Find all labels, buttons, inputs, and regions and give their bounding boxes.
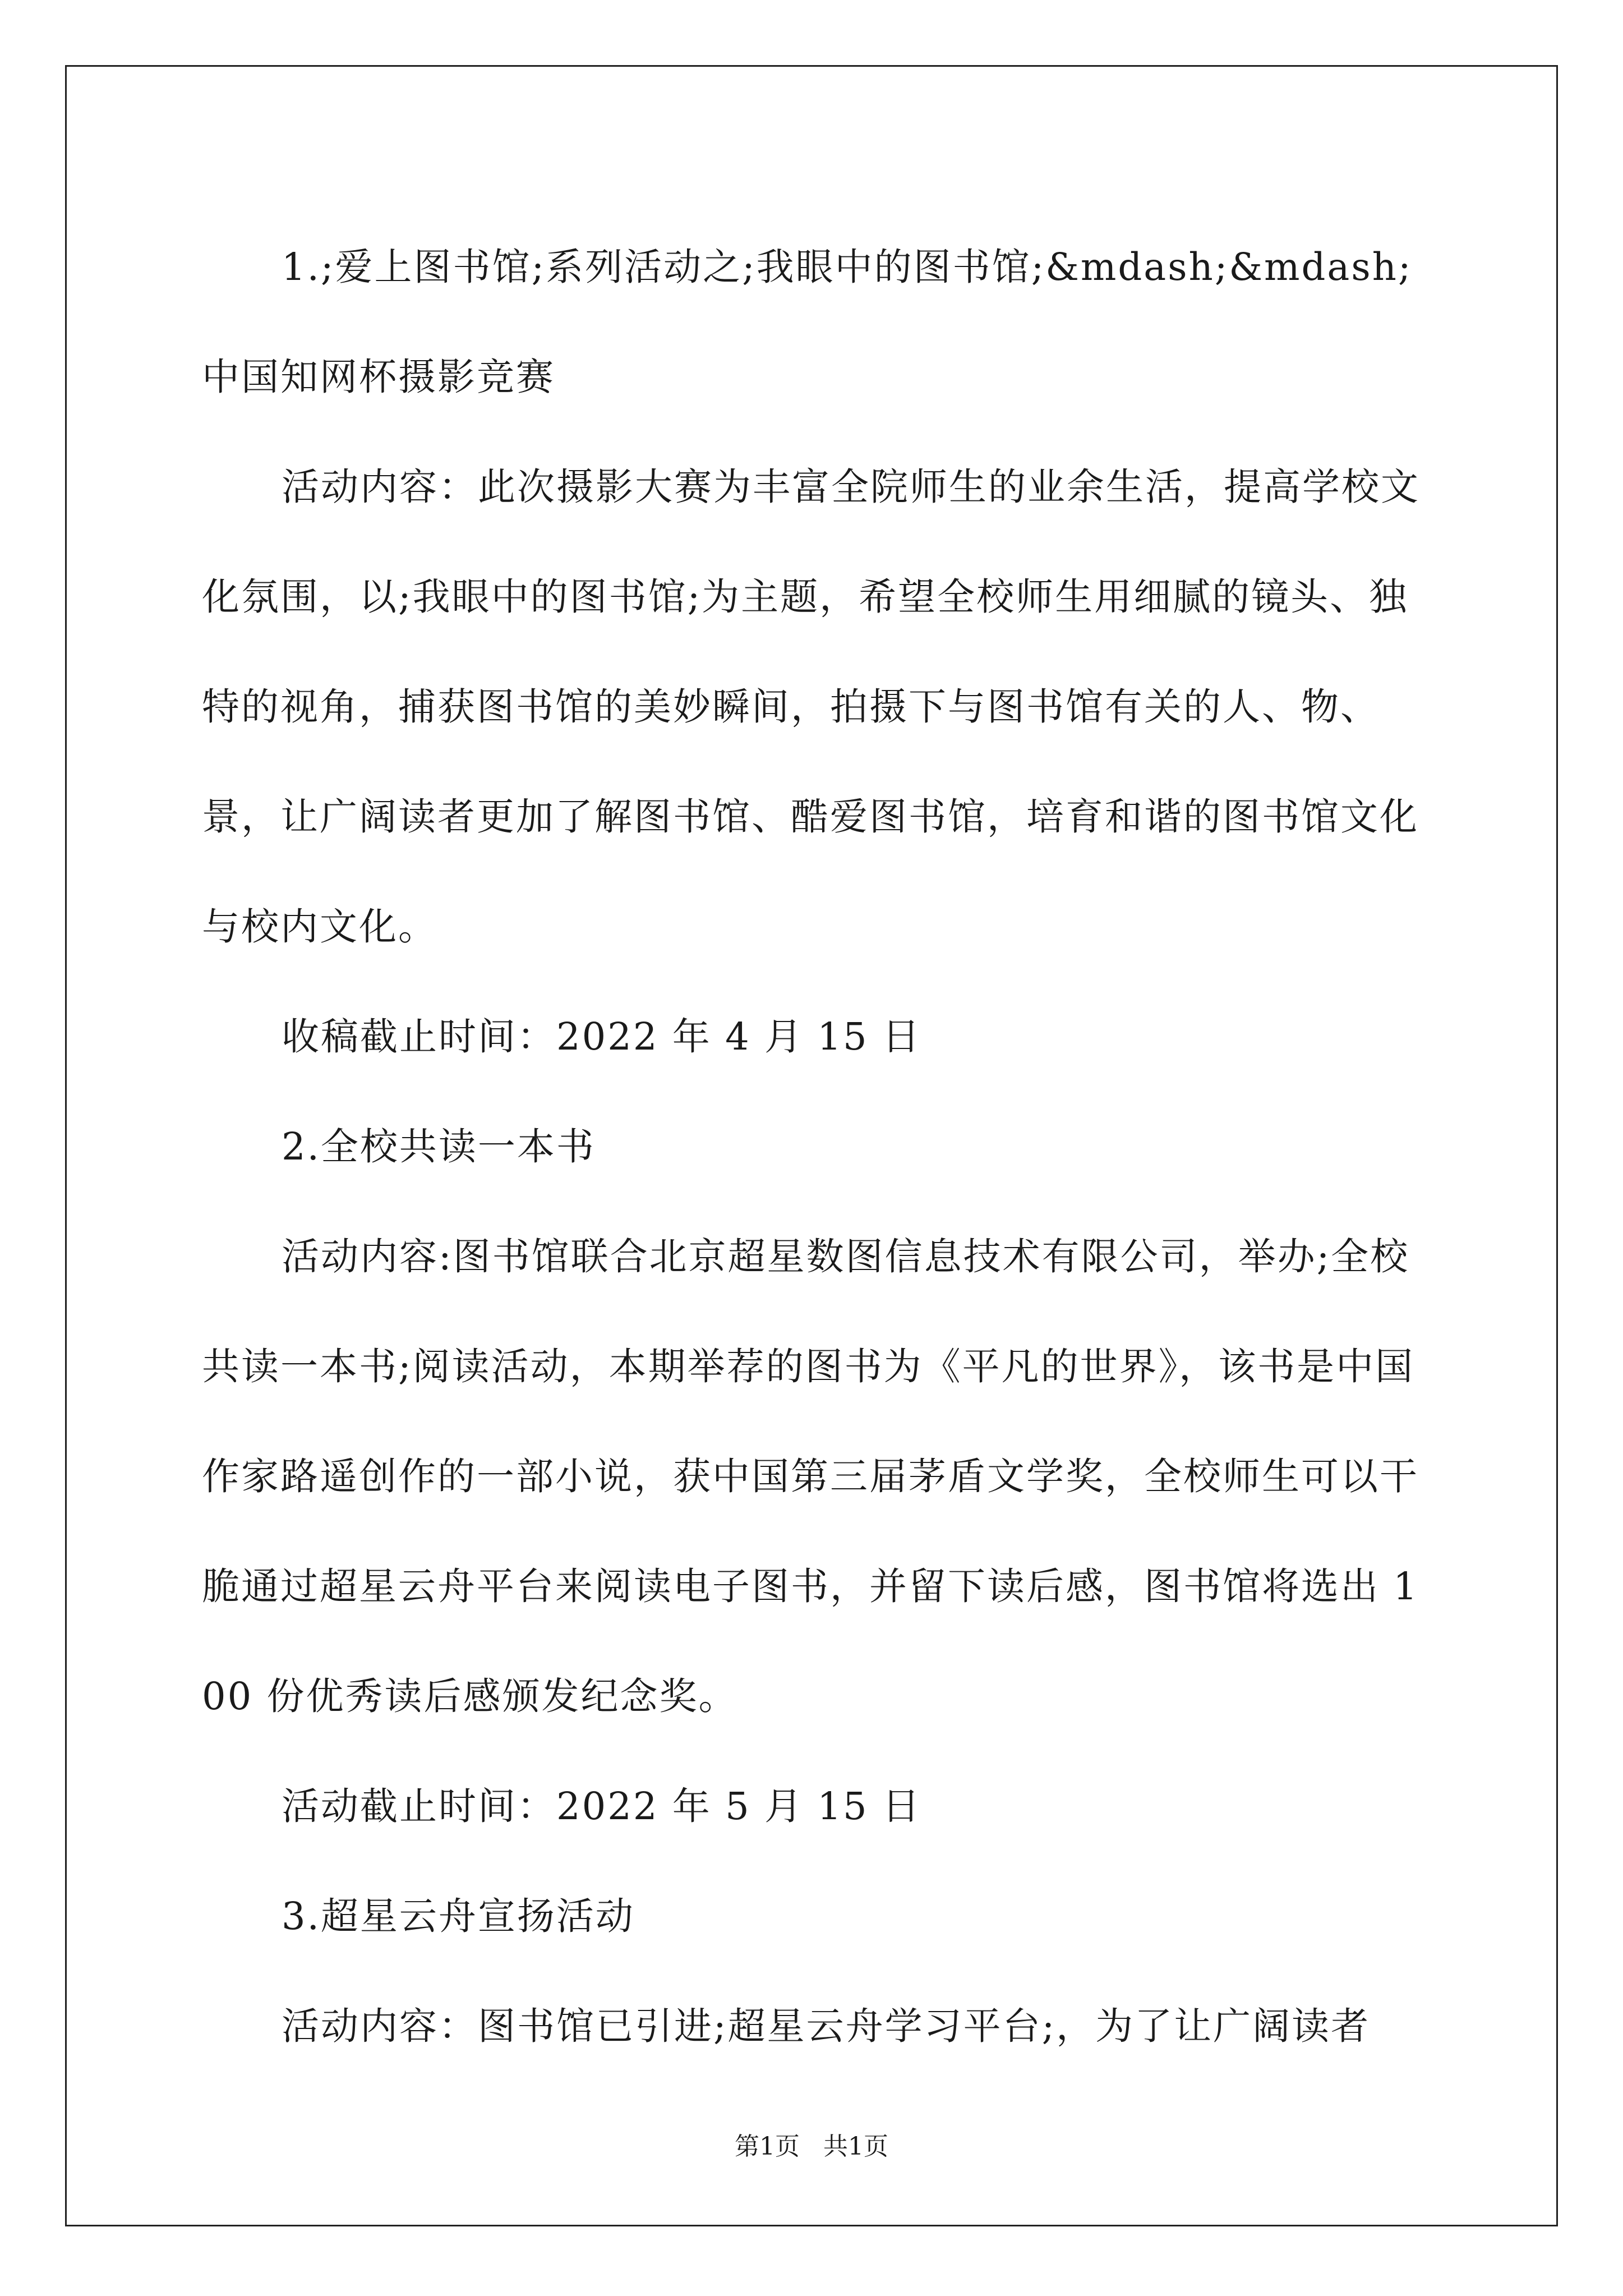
paragraph-6-deadline: 活动截止时间：2022 年 5 月 15 日 [282, 1784, 921, 1828]
paragraph-8-content: 活动内容：图书馆已引进;超星云舟学习平台;，为了让广阔读者 [282, 2004, 1371, 2048]
paragraph-3-deadline: 收稿截止时间：2022 年 4 月 15 日 [282, 1015, 921, 1059]
paragraph-7-title: 3.超星云舟宣扬活动 [282, 1894, 635, 1938]
paragraph-1-title: 1.;爱上图书馆;系列活动之;我眼中的图书馆;&mdash;&mdash;中国知网杯摄影竞赛 [202, 245, 1413, 399]
document-body [202, 212, 1424, 2081]
page-footer: 第1页 共1页 [735, 2132, 888, 2161]
paragraph-5-content: 活动内容:图书馆联合北京超星数图信息技术有限公司，举办;全校共读一本书;阅读活动，本期举荐的图书为《平凡的世界》，该书是中国作家路遥创作的一部小说，获中国第三届茅盾文学奖，全校师生可以干脆通过超星云舟平台来阅读电子图书，并留下读后感，图书馆将选出 100 份优秀读后感颁发纪念奖。 [202, 1235, 1419, 1718]
paragraph-4-title: 2.全校共读一本书 [282, 1125, 596, 1168]
paragraph-2-content: 活动内容：此次摄影大赛为丰富全院师生的业余生活，提高学校文化氛围，以;我眼中的图书馆;为主题，希望全校师生用细腻的镜头、独特的视角，捕获图书馆的美妙瞬间，拍摄下与图书馆有关的人、物、景，让广阔读者更加了解图书馆、酷爱图书馆，培育和谐的图书馆文化与校内文化。 [202, 465, 1420, 949]
